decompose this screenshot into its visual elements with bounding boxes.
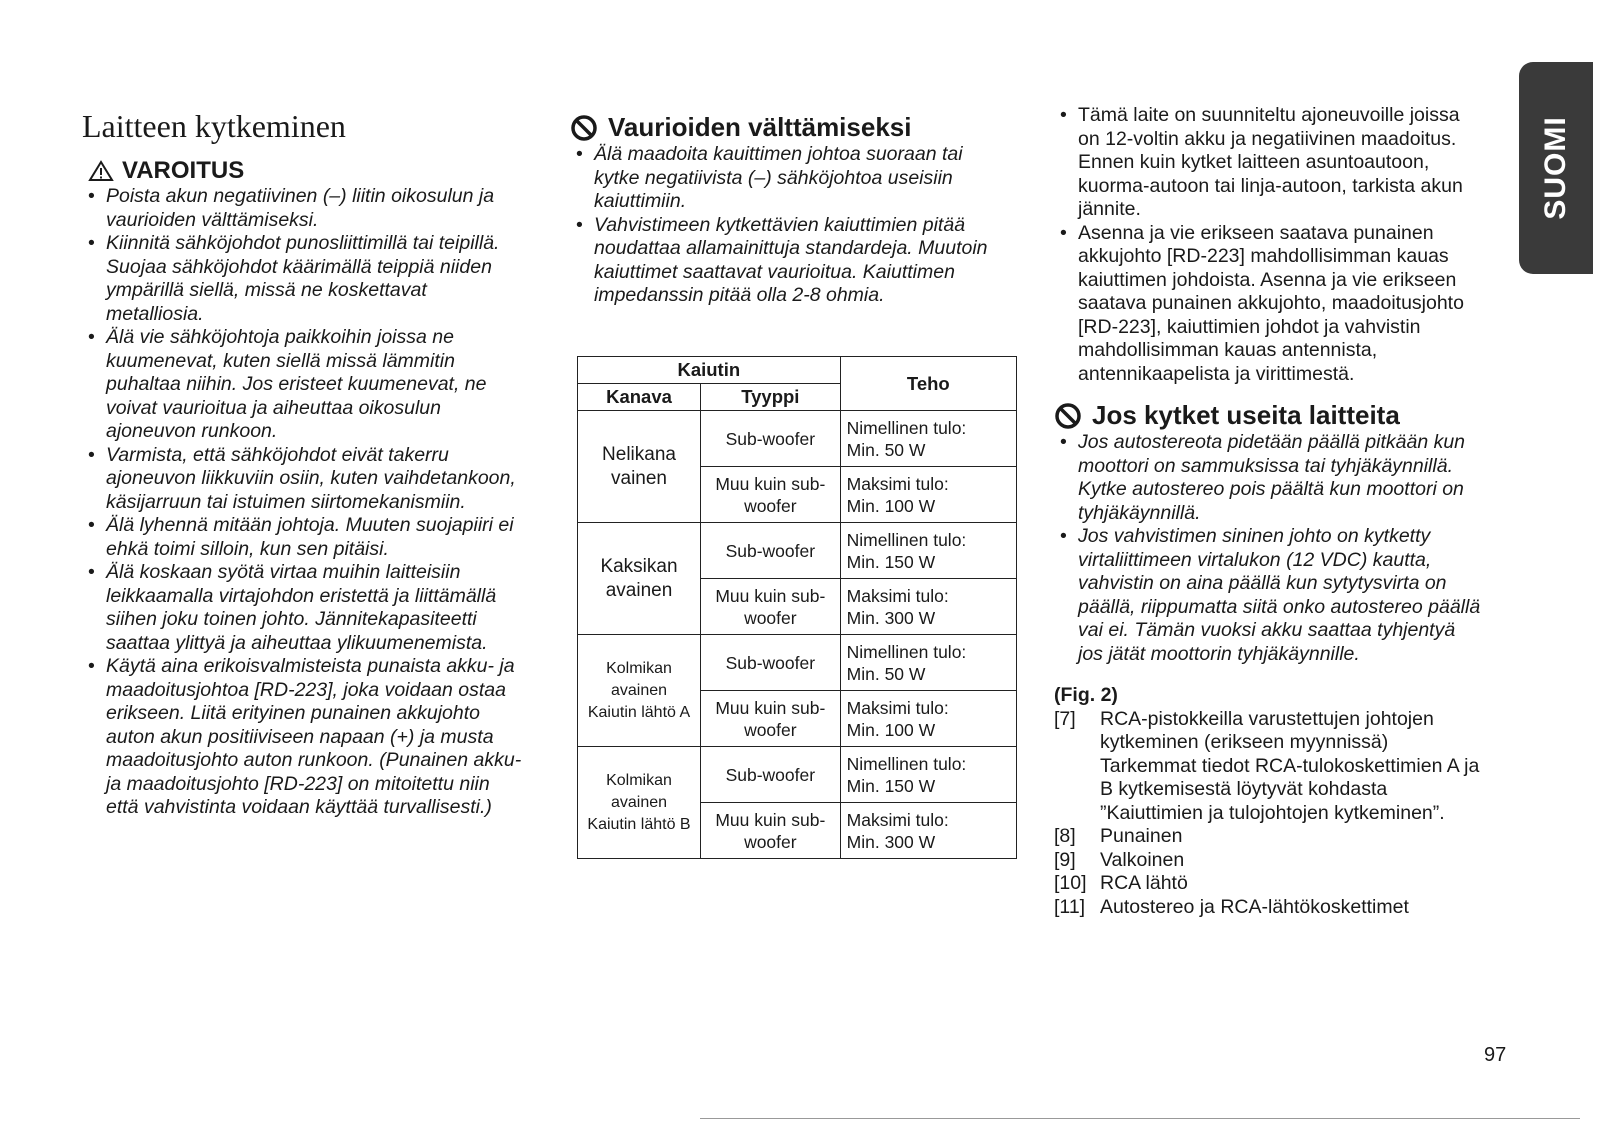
- legend-item: [1054, 708, 1484, 826]
- list-item: • Tämä laite on suunniteltu ajoneuvoille joissa on 12-voltin akku ja negatiivinen maadoitus. Ennen kuin kytket laitteen asuntoautoon, kuorma-autoon tai linja-autoon, tarkista akun jännite.: [1054, 104, 1484, 222]
- legend-number: [8]: [1054, 825, 1076, 847]
- prohibited-icon: [1054, 402, 1082, 430]
- legend-text: Valkoinen: [1100, 848, 1185, 871]
- channel-text: Kolmikanavainen: [606, 771, 672, 811]
- power-cell: [840, 691, 1016, 747]
- power-label: Maksimi tulo:: [846, 585, 949, 606]
- legend-item: [1054, 872, 1484, 896]
- power-label: Nimellinen tulo:: [846, 753, 967, 774]
- legend-text: Autostereo ja RCA-lähtökoskettimet: [1100, 895, 1409, 918]
- warning-list: [82, 185, 522, 820]
- power-cell: [840, 635, 1016, 691]
- list-item: • Asenna ja vie erikseen saatava punainen akkujohto [RD-223] mahdollisimman kauas kaiuttimen johdoista. Asenna ja vie erikseen saatava punainen akkujohto, maadoitusjohto [RD-223], kaiuttimien johdot ja vahvistin mahdollisimman kauas antennista, antennikaapelista ja virittimestä.: [1054, 222, 1484, 387]
- channel-cell: [578, 411, 701, 523]
- warning-triangle-icon: [88, 160, 114, 182]
- channel-text: Kaksikanavainen: [600, 555, 678, 601]
- table-row: [578, 523, 1017, 579]
- damage-heading-text: Vaurioiden välttämiseksi: [608, 112, 912, 142]
- page-number: 97: [1484, 1044, 1507, 1066]
- type-cell: [701, 691, 841, 747]
- type-cell: [701, 467, 841, 523]
- figure-legend: [1054, 684, 1484, 919]
- power-cell: [840, 411, 1016, 467]
- list-item: • Älä maadoita kauittimen johtoa suoraan tai kytke negatiivista (–) sähköjohtoa useisiin kaiuttimiin.: [570, 143, 1010, 214]
- channel-cell: [578, 747, 701, 859]
- table-header-channel: Kanava: [578, 384, 701, 411]
- power-value: Min. 50 W: [846, 663, 926, 684]
- power-value: Min. 300 W: [846, 831, 936, 852]
- list-item: • Käytä aina erikoisvalmisteista punaista akku- ja maadoitusjohtoa [RD-223], joka voidaan ostaa erikseen. Liitä erityinen punainen akkujohto auton akun positiiviseen napaan (+) ja musta maadoitusjohto auton runkoon. (Punainen akku-ja maadoitusjohto [RD-223] on mitoitettu niin että vahvistinta voidaan käyttää turvallisesti.): [82, 655, 522, 820]
- type-cell: Sub-woofer: [701, 411, 841, 467]
- table-row: [578, 411, 1017, 467]
- bottom-rule: [700, 1118, 1580, 1119]
- power-label: Nimellinen tulo:: [846, 641, 967, 662]
- table-header-speaker: Kaiutin: [578, 357, 841, 384]
- list-item: • Jos vahvistimen sininen johto on kytketty virtaliittimeen virtalukon (12 VDC) kautta, vahvistin on aina päällä kun sytytysvirta on päällä, riippumatta siitä onko autostereo päällä vai ei. Tämän vuoksi akku saattaa tyhjentyä jos jätät moottorin tyhjäkäynnille.: [1054, 525, 1484, 666]
- list-item: • Varmista, että sähköjohdot eivät takerru ajoneuvon liikkuviin osiin, kuten vaihdetankoon, käsijarruun tai istuimen siirtomekanismiin.: [82, 444, 522, 515]
- power-label: Nimellinen tulo:: [846, 529, 967, 550]
- power-value: Min. 100 W: [846, 719, 936, 740]
- list-item: • Kiinnitä sähköjohdot punosliittimillä tai teipillä. Suojaa sähköjohdot käärimällä teippiä niiden ympärillä siellä, missä ne koskettavat metalliosia.: [82, 232, 522, 326]
- language-tab: [1519, 62, 1593, 274]
- legend-item: [1054, 849, 1484, 873]
- power-label: Maksimi tulo:: [846, 809, 949, 830]
- legend-number: [7]: [1054, 707, 1076, 730]
- channel-text: Kolmikanavainen: [606, 659, 672, 699]
- power-cell: [840, 523, 1016, 579]
- legend-number: [10]: [1054, 872, 1087, 894]
- left-column: [82, 108, 522, 820]
- power-value: Min. 300 W: [846, 607, 936, 628]
- list-item: • Älä koskaan syötä virtaa muihin laitteisiin leikkaamalla virtajohdon eristettä ja liittämällä siihen joku toinen johto. Jännitekapasiteetti saattaa ylittyä ja aiheuttaa ylikuumenemista.: [82, 561, 522, 655]
- type-text: Muu kuin sub-woofer: [715, 809, 826, 852]
- channel-cell: [578, 635, 701, 747]
- table-header-type: Tyyppi: [701, 384, 841, 411]
- type-cell: Sub-woofer: [701, 523, 841, 579]
- middle-column: [570, 112, 1010, 308]
- warning-heading: [88, 157, 522, 185]
- legend-text: RCA-pistokkeilla varustettujen johtojen kytkeminen (erikseen myynnissä) Tarkemmat tiedot RCA-tulokoskettimien A ja B kytkemisestä löytyvät kohdasta ”Kaiuttimien ja tulojohtojen kytkeminen”.: [1100, 707, 1480, 824]
- multiple-devices-heading: [1054, 400, 1484, 431]
- list-item: • Älä lyhennä mitään johtoja. Muuten suojapiiri ei ehkä toimi silloin, kun sen pitäisi.: [82, 514, 522, 561]
- table-row: [578, 635, 1017, 691]
- list-item: • Jos autostereota pidetään päällä pitkään kun moottori on sammuksissa tai tyhjäkäynnillä. Kytke autostereo pois päältä kun moottori on tyhjäkäynnillä.: [1054, 431, 1484, 525]
- power-value: Min. 150 W: [846, 775, 936, 796]
- legend-item: [1054, 896, 1484, 920]
- warning-label: VAROITUS: [122, 157, 245, 184]
- table-row: [578, 747, 1017, 803]
- type-cell: [701, 579, 841, 635]
- list-item: • Poista akun negatiivinen (–) liitin oikosulun ja vaurioiden välttämiseksi.: [82, 185, 522, 232]
- legend-text: RCA lähtö: [1100, 872, 1188, 894]
- power-cell: [840, 467, 1016, 523]
- channel-cell: [578, 523, 701, 635]
- power-value: Min. 100 W: [846, 495, 936, 516]
- type-cell: Sub-woofer: [701, 635, 841, 691]
- list-item: • Vahvistimeen kytkettävien kaiuttimien pitää noudattaa allamainittuja standardeja. Muutoin kaiuttimet saattavat vaurioitua. Kaiuttimen impedanssin pitää olla 2-8 ohmia.: [570, 214, 1010, 308]
- power-value: Min. 50 W: [846, 439, 926, 460]
- type-text: Muu kuin sub-woofer: [715, 473, 826, 516]
- multiple-devices-heading-text: Jos kytket useita laitteita: [1092, 400, 1400, 430]
- damage-heading: [570, 112, 1010, 143]
- info-list: [1054, 104, 1484, 386]
- type-cell: [701, 803, 841, 859]
- legend-number: [9]: [1054, 848, 1076, 871]
- right-column: [1054, 104, 1484, 919]
- damage-list: [570, 143, 1010, 308]
- power-cell: [840, 579, 1016, 635]
- list-item: • Älä vie sähköjohtoja paikkoihin joissa ne kuumenevat, kuten siellä missä lämmitin puhaltaa niihin. Jos eristeet kuumenevat, ne voivat vaurioitua ja aiheuttaa oikosulun ajoneuvon runkoon.: [82, 326, 522, 444]
- language-tab-label: SUOMI: [1539, 116, 1572, 220]
- type-text: Muu kuin sub-woofer: [715, 585, 826, 628]
- channel-output-text: Kaiutin lähtö B: [587, 815, 691, 833]
- legend-number: [11]: [1054, 895, 1086, 918]
- legend-item: [1054, 825, 1484, 849]
- power-cell: [840, 747, 1016, 803]
- power-label: Nimellinen tulo:: [846, 417, 967, 438]
- speaker-spec-table: [577, 356, 1017, 859]
- prohibited-icon: [570, 114, 598, 142]
- multiple-devices-list: [1054, 431, 1484, 666]
- page-title: Laitteen kytkeminen: [82, 108, 346, 144]
- type-cell: Sub-woofer: [701, 747, 841, 803]
- channel-text: Nelikanavainen: [602, 443, 676, 489]
- channel-output-text: Kaiutin lähtö A: [587, 703, 691, 721]
- power-label: Maksimi tulo:: [846, 473, 949, 494]
- type-text: Muu kuin sub-woofer: [715, 697, 826, 740]
- power-cell: [840, 803, 1016, 859]
- power-value: Min. 150 W: [846, 551, 936, 572]
- power-label: Maksimi tulo:: [846, 697, 949, 718]
- legend-text: Punainen: [1100, 825, 1183, 847]
- figure-label: (Fig. 2): [1054, 684, 1118, 706]
- table-header-power: Teho: [840, 357, 1016, 411]
